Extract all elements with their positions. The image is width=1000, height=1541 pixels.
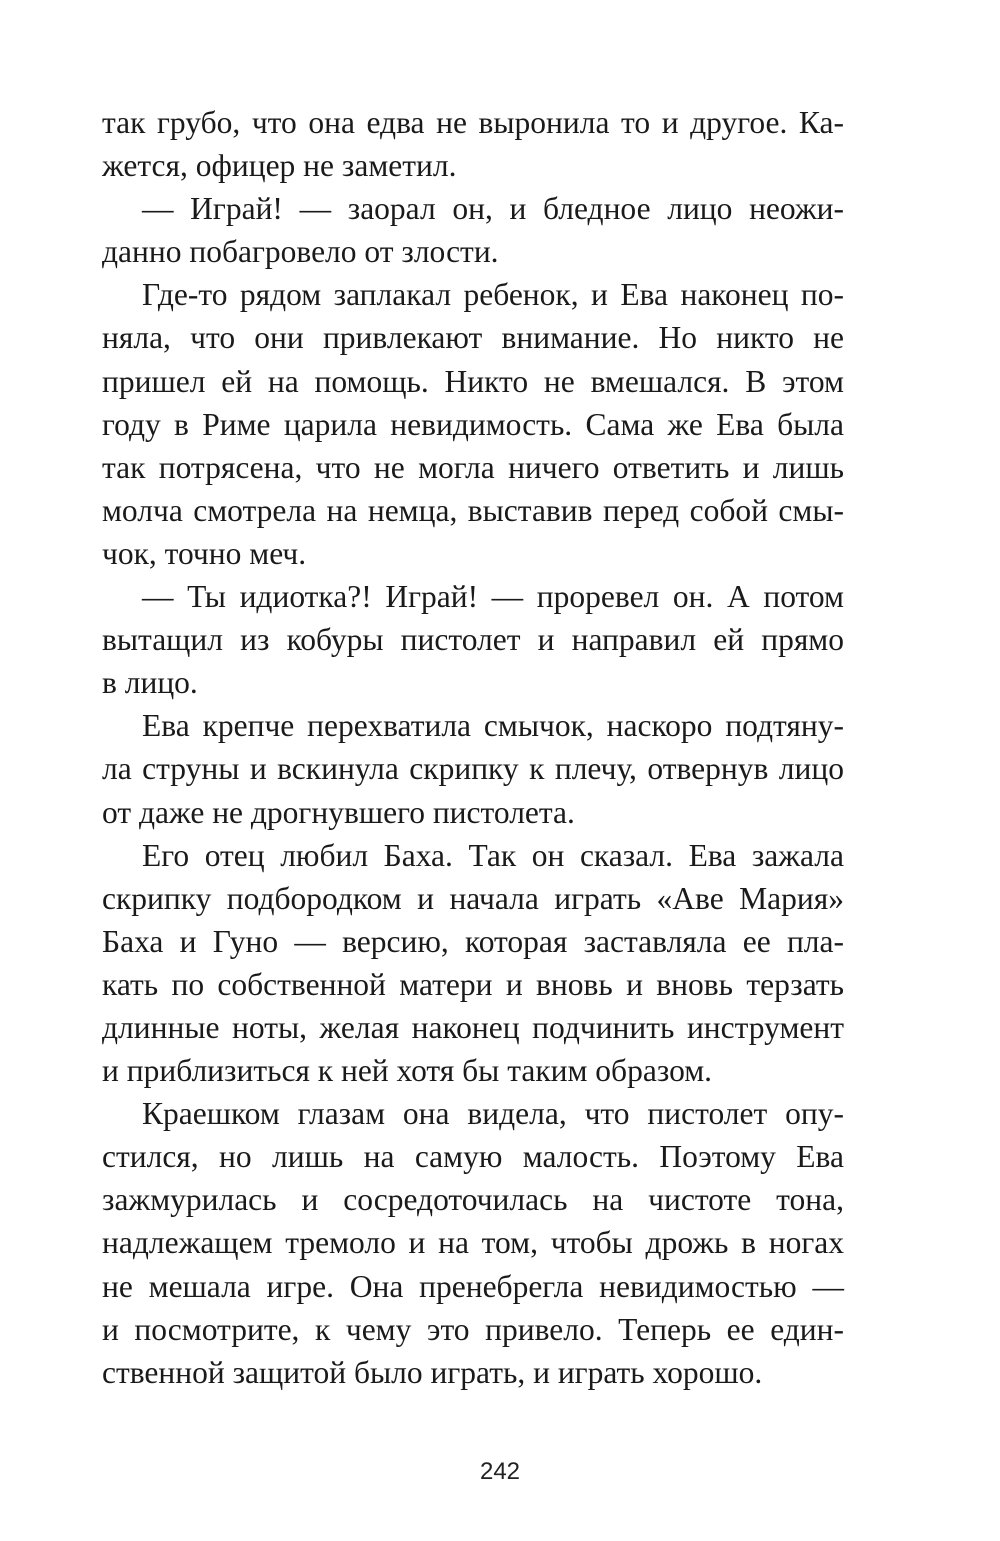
paragraph-3 <box>102 273 844 575</box>
body-text <box>102 101 844 1394</box>
text-line: и приблизиться к ней хотя бы таким образом. <box>102 1053 713 1089</box>
text-line: Баха и Гуно — версию, которая заставляла ее пла- <box>102 923 844 959</box>
text-line: Ева крепче перехватила смычок, наскоро подтяну- <box>142 708 844 744</box>
text-line: данно побагровело от злости. <box>102 234 499 270</box>
text-line: вытащил из кобуры пистолет и направил ей прямо <box>102 622 844 658</box>
text-line: — Ты идиотка?! Играй! — проревел он. А потом <box>142 579 844 615</box>
text-line: Краешком глазам она видела, что пистолет опу- <box>142 1096 844 1132</box>
paragraph-2 <box>102 187 844 273</box>
text-line: Где-то рядом заплакал ребенок, и Ева наконец по- <box>142 277 844 313</box>
text-line: скрипку подбородком и начала играть «Аве Мария» <box>102 880 844 916</box>
text-line: ла струны и вскинула скрипку к плечу, отвернув лицо <box>102 751 844 787</box>
paragraph-5 <box>102 704 844 833</box>
text-line: кать по собственной матери и вновь и вновь терзать <box>102 966 844 1002</box>
paragraph-6 <box>102 834 844 1093</box>
text-line: надлежащем тремоло и на том, чтобы дрожь в ногах <box>102 1225 844 1261</box>
text-line: — Играй! — заорал он, и бледное лицо неожи- <box>142 191 844 227</box>
text-line: Его отец любил Баха. Так он сказал. Ева зажала <box>142 837 844 873</box>
paragraph-7 <box>102 1092 844 1394</box>
text-line: ственной защитой было играть, и играть хорошо. <box>102 1354 763 1390</box>
text-line: году в Риме царила невидимость. Сама же Ева была <box>102 406 844 442</box>
paragraph-4 <box>102 575 844 704</box>
text-line: жется, офицер не заметил. <box>102 148 457 184</box>
text-line: молча смотрела на немца, выставив перед собой смы- <box>102 492 844 528</box>
paragraph-1 <box>102 101 844 187</box>
text-line: от даже не дрогнувшего пистолета. <box>102 794 575 830</box>
text-line: в лицо. <box>102 665 198 701</box>
page-number: 242 <box>479 1458 521 1485</box>
text-line: пришел ей на помощь. Никто не вмешался. В этом <box>102 363 844 399</box>
text-line: и посмотрите, к чему это привело. Теперь ее един- <box>102 1311 844 1347</box>
text-line: не мешала игре. Она пренебрегла невидимостью — <box>102 1268 844 1304</box>
text-line: длинные ноты, желая наконец подчинить инструмент <box>102 1009 844 1045</box>
text-line: чок, точно меч. <box>102 535 307 571</box>
text-line: зажмурилась и сосредоточилась на чистоте тона, <box>102 1182 844 1218</box>
text-line: так потрясена, что не могла ничего ответить и лишь <box>102 449 844 485</box>
text-line: стился, но лишь на самую малость. Поэтому Ева <box>102 1139 844 1175</box>
text-line: няла, что они привлекают внимание. Но никто не <box>102 320 844 356</box>
text-line: так грубо, что она едва не выронила то и другое. Ка- <box>102 105 844 140</box>
